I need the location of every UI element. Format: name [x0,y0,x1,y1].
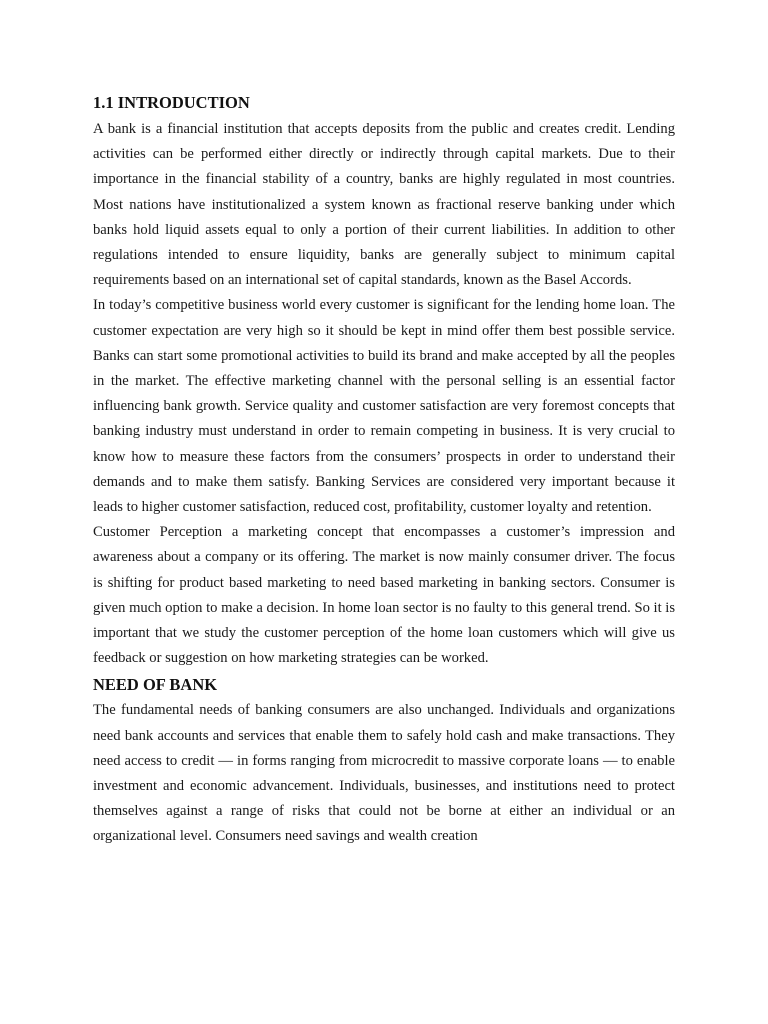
section-heading-need-of-bank: NEED OF BANK [93,675,218,695]
intro-paragraph-3: Customer Perception a marketing concept that encompasses a customer’s impression and awareness about a company or its offering. The market is now mainly consumer driver. The focus is shifting for product based marketing to need based marketing in banking sectors. Consumer is given much option to make a decision. In home loan sector is no faulty to this general trend. So it is important that we study the customer perception of the home loan customers which will give us feedback or suggestion on how marketing strategies can be worked. [93,524,676,667]
need-paragraph-1: The fundamental needs of banking consumers are also unchanged. Individuals and organizations need bank accounts and services that enable them to safely hold cash and make transactions. They need access to credit — in forms ranging from microcredit to massive corporate loans — to enable investment and economic advancement. Individuals, businesses, and institutions need to protect themselves against a range of risks that could not be borne at either an individual or an organizational level. Consumers need savings and wealth creation [93,702,675,845]
intro-paragraph-2: In today’s competitive business world every customer is significant for the lending home loan. The customer expectation are very high so it should be kept in mind offer them best possible service. Banks can start some promotional activities to build its brand and make accepted by all the peoples in the market. The effective marketing channel with the personal selling is an essential factor influencing bank growth. Service quality and customer satisfaction are very foremost concepts that banking industry must understand in order to remain competing in business. It is very crucial to know how to measure these factors from the consumers’ prospects in order to understand their demands and to make them satisfy. Banking Services are considered very important because it leads to higher customer satisfaction, reduced cost, profitability, customer loyalty and retention. [93,297,675,516]
section-heading-introduction: 1.1 INTRODUCTION [93,93,250,112]
document-page [93,92,675,850]
intro-paragraph-1: A bank is a financial institution that accepts deposits from the public and creates credit. Lending activities can be performed either directly or indirectly through capital markets. Due to their importance in the financial stability of a country, banks are highly regulated in most countries. Most nations have institutionalized a system known as fractional reserve banking under which banks hold liquid assets equal to only a portion of their current liabilities. In addition to other regulations intended to ensure liquidity, banks are generally subject to minimum capital requirements based on an international set of capital standards, known as the Basel Accords. [93,121,675,289]
